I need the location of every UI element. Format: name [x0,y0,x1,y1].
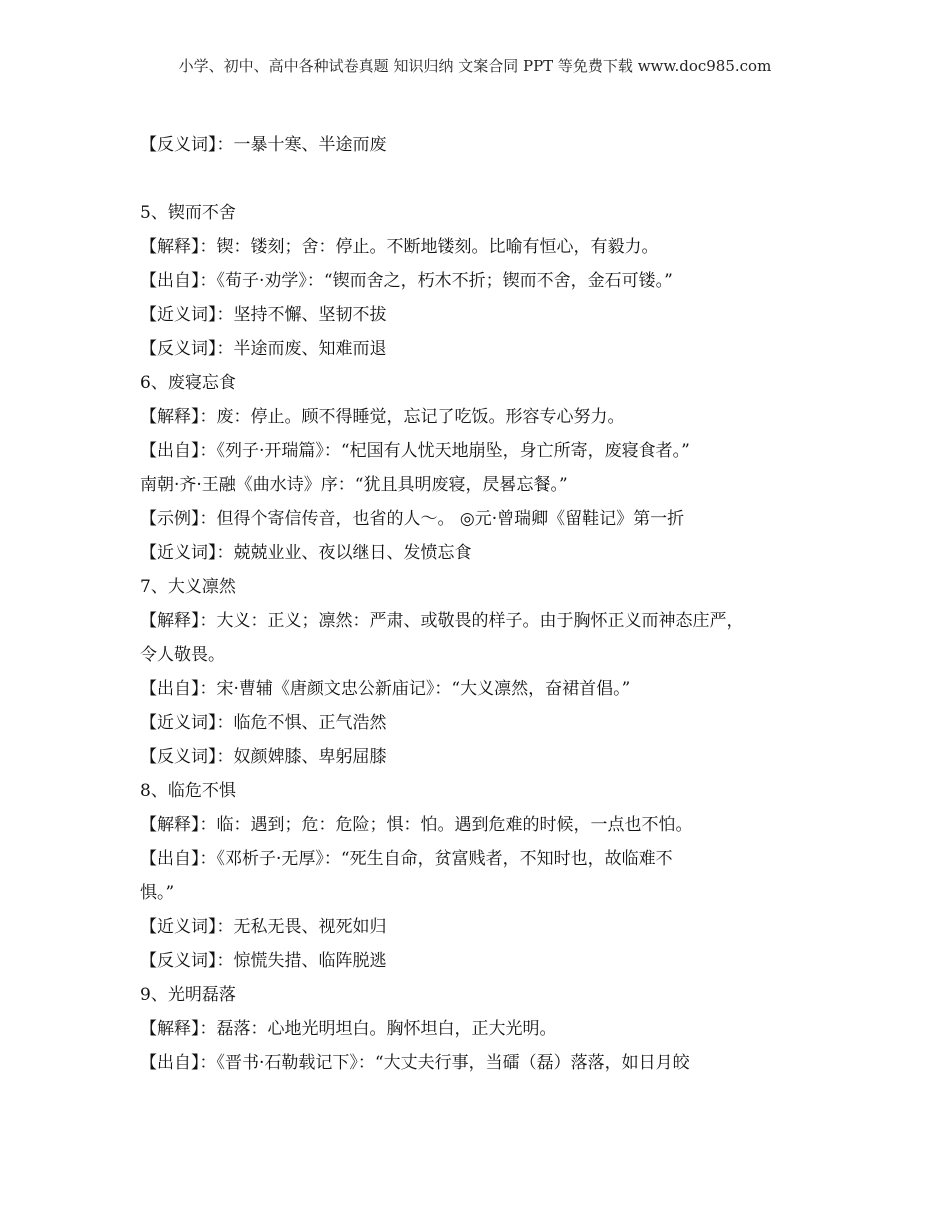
idiom-heading: 9、光明磊落 [140,985,236,1005]
text-line: 【解释】：大义：正义；凛然：严肃、或敬畏的样子。由于胸怀正义而神态庄严， [140,611,744,631]
text-line: 惧。” [140,883,175,903]
text-line: 【解释】：磊落：心地光明坦白。胸怀坦白，正大光明。 [140,1019,557,1039]
text-line: 【反义词】：惊慌失措、临阵脱逃 [140,951,387,971]
text-line: 【示例】：但得个寄信传音，也省的人～。 ◎元·曾瑞卿《留鞋记》第一折 [140,509,685,529]
text-line: 【近义词】：临危不惧、正气浩然 [140,713,387,733]
text-line: 【出自】：宋·曹辅《唐颜文忠公新庙记》：“大义凛然，奋裙首倡。” [140,679,631,699]
text-line: 南朝·齐·王融《曲水诗》序：“犹且具明废寝，昃晷忘餐。” [140,475,568,495]
text-line: 【出自】：《荀子·劝学》：“锲而舍之，朽木不折；锲而不舍，金石可镂。” [140,271,673,291]
text-line: 【反义词】：一暴十寒、半途而废 [140,135,387,155]
text-line: 【近义词】：兢兢业业、夜以继日、发愤忘食 [140,543,472,563]
text-line: 【近义词】：坚持不懈、坚韧不拔 [140,305,387,325]
document-body [140,128,820,1080]
text-line: 【反义词】：半途而废、知难而退 [140,339,387,359]
idiom-heading: 8、临危不惧 [140,781,236,801]
text-line: 【反义词】：奴颜婢膝、卑躬屈膝 [140,747,387,767]
text-line: 【近义词】：无私无畏、视死如归 [140,917,387,937]
text-line: 【解释】：临：遇到；危：危险；惧：怕。遇到危难的时候，一点也不怕。 [140,815,693,835]
page-header: 小学、初中、高中各种试卷真题 知识归纳 文案合同 PPT 等免费下载 www.doc985.com [178,57,772,75]
text-line: 【出自】：《晋书·石勒载记下》：“大丈夫行事，当礌（磊）落落，如日月皎 [140,1053,690,1073]
text-line: 【出自】：《列子·开瑞篇》：“杞国有人忧天地崩坠，身亡所寄，废寝食者。” [140,441,690,461]
idiom-heading: 7、大义凛然 [140,577,236,597]
text-line: 【出自】：《邓析子·无厚》：“死生自命，贫富贱者，不知时也，故临难不 [140,849,673,869]
text-line: 【解释】：锲：镂刻；舍：停止。不断地镂刻。比喻有恒心，有毅力。 [140,237,659,257]
idiom-heading: 5、锲而不舍 [140,203,236,223]
text-line: 令人敬畏。 [140,645,225,665]
text-line: 【解释】：废：停止。顾不得睡觉，忘记了吃饭。形容专心努力。 [140,407,625,427]
idiom-heading: 6、废寝忘食 [140,373,236,393]
